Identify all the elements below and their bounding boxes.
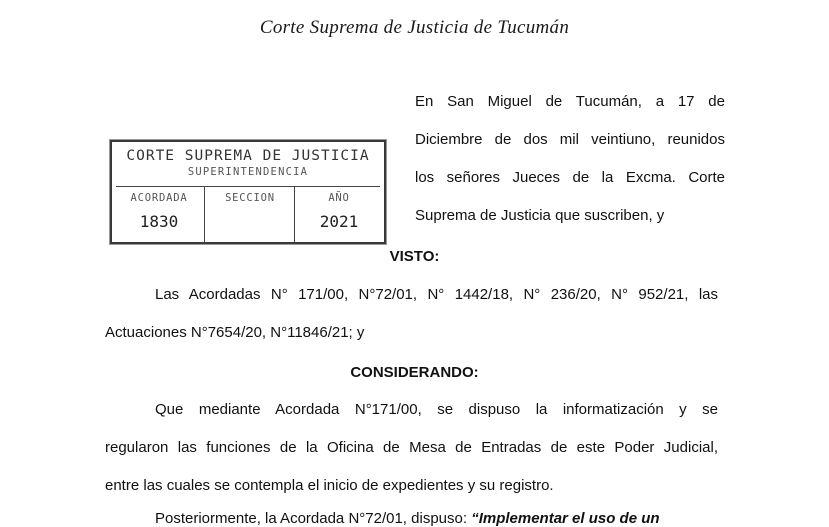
stamp-year-label: AÑO xyxy=(328,192,350,204)
court-letterhead: Corte Suprema de Justicia de Tucumán xyxy=(259,17,570,38)
cut-off-quote: “Implementar el uso de un xyxy=(471,510,660,527)
visto-line: Actuaciones N°7654/20, N°11846/21; y xyxy=(105,324,365,341)
cut-off-line xyxy=(105,510,718,527)
stamp-column-divider xyxy=(204,187,205,242)
stamp-divider xyxy=(116,186,380,187)
intro-line: Diciembre de dos mil veintiuno, reunidos xyxy=(415,131,725,148)
stamp-acordada-label: ACORDADA xyxy=(130,192,188,204)
visto-paragraph xyxy=(105,276,718,352)
acordada-stamp xyxy=(110,140,386,244)
cut-off-text: Posteriormente, la Acordada N°72/01, dispuso: xyxy=(155,510,468,527)
intro-line: los señores Jueces de la Excma. Corte xyxy=(415,169,725,186)
considerando-heading: CONSIDERANDO: xyxy=(350,364,479,381)
intro-line: Suprema de Justicia que suscriben, y xyxy=(415,207,665,224)
intro-paragraph xyxy=(415,83,725,235)
visto-line: Las Acordadas N° 171/00, N°72/01, N° 1442/18, N° 236/20, N° 952/21, las xyxy=(155,286,718,303)
considerando-line: Que mediante Acordada N°171/00, se dispuso la informatización y se xyxy=(155,401,718,418)
intro-line: En San Miguel de Tucumán, a 17 de xyxy=(415,93,725,110)
stamp-year-value: 2021 xyxy=(319,212,359,231)
considerando-line: entre las cuales se contempla el inicio de expedientes y su registro. xyxy=(105,477,554,494)
considerando-line: regularon las funciones de la Oficina de Mesa de Entradas de este Poder Judicial, xyxy=(105,439,718,456)
stamp-seccion-label: SECCION xyxy=(225,192,275,204)
stamp-title: CORTE SUPREMA DE JUSTICIA xyxy=(126,148,370,164)
considerando-paragraph xyxy=(105,391,718,505)
stamp-subtitle: SUPERINTENDENCIA xyxy=(187,166,309,178)
stamp-column-divider xyxy=(294,187,295,242)
stamp-acordada-number: 1830 xyxy=(139,212,179,231)
visto-heading: VISTO: xyxy=(389,248,440,265)
